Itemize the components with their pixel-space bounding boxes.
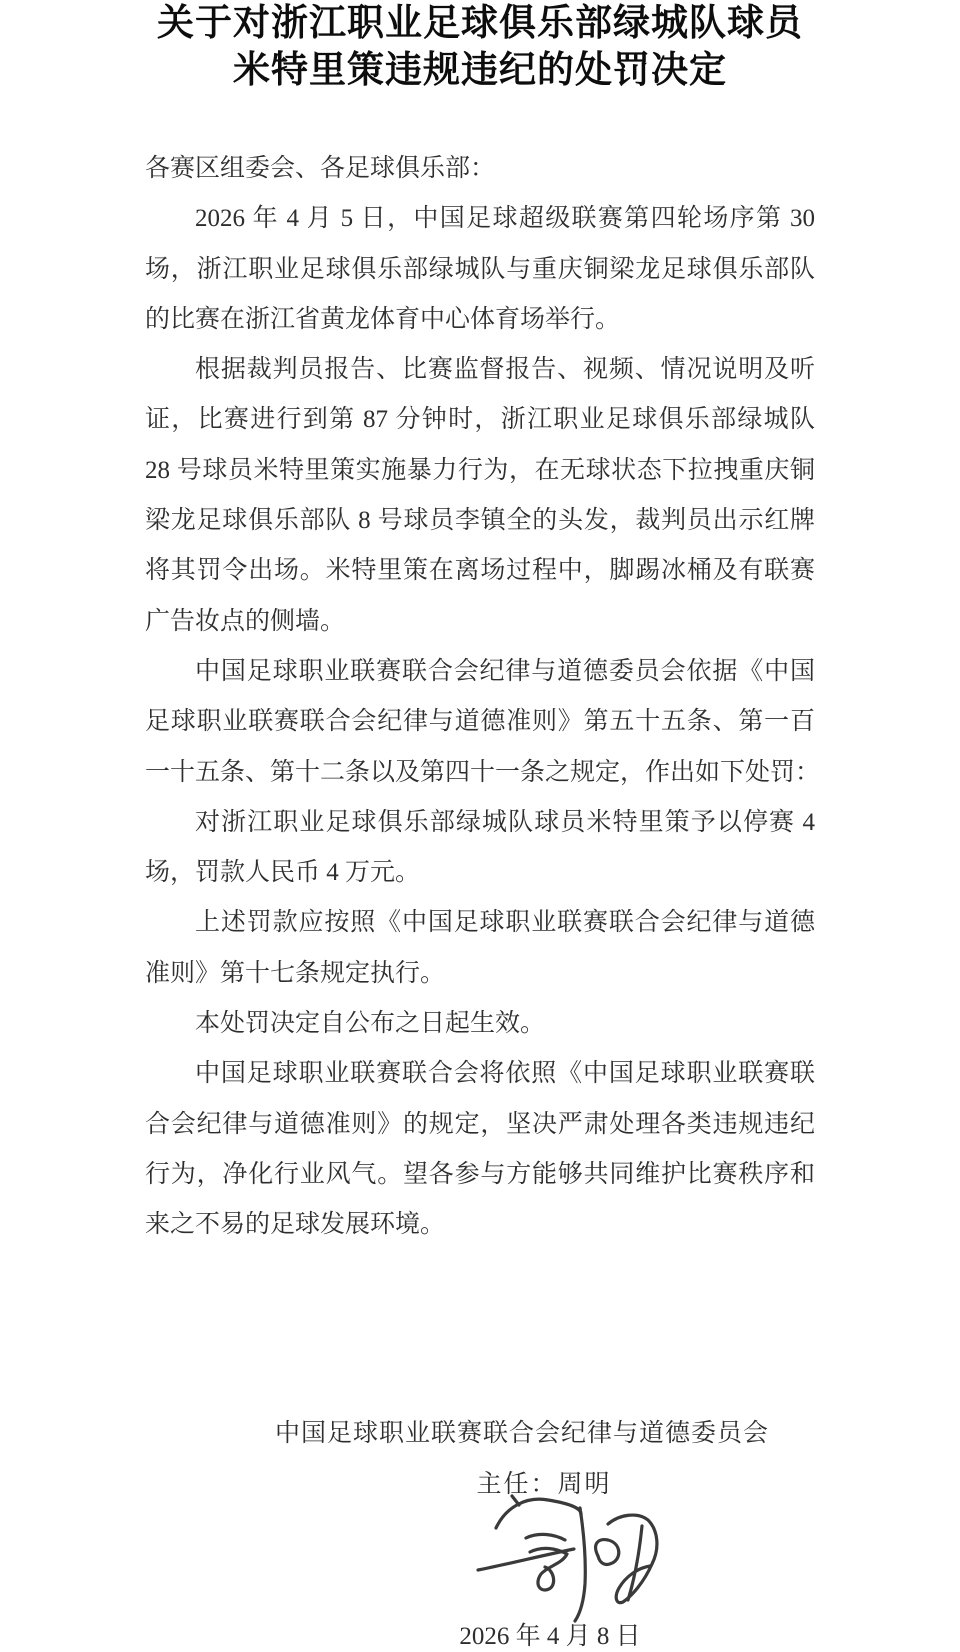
body-line: 将其罚令出场。米特里策在离场过程中，脚踢冰桶及有联赛 [145, 557, 815, 585]
body-line: 中国足球职业联赛联合会纪律与道德委员会依据《中国 [195, 657, 815, 685]
body-line: 本处罚决定自公布之日起生效。 [195, 1010, 546, 1038]
document-body [145, 144, 821, 1251]
body-line: 广告妆点的侧墙。 [145, 607, 346, 635]
body-line: 2026 年 4 月 5 日，中国足球超级联赛第四轮场序第 30 [195, 205, 815, 233]
body-line: 合会纪律与道德准则》的规定，坚决严肃处理各类违规违纪 [145, 1110, 815, 1138]
body-line: 来之不易的足球发展环境。 [145, 1211, 446, 1239]
body-line: 行为，净化行业风气。望各参与方能够共同维护比赛秩序和 [145, 1160, 815, 1188]
title-line: 关于对浙江职业足球俱乐部绿城队球员 [157, 3, 803, 44]
body-line: 证，比赛进行到第 87 分钟时，浙江职业足球俱乐部绿城队 [145, 406, 815, 434]
issue-date: 2026 年 4 月 8 日 [459, 1623, 641, 1650]
document-title [0, 0, 960, 94]
title-line: 米特里策违规违纪的处罚决定 [233, 50, 727, 91]
body-line: 28 号球员米特里策实施暴力行为，在无球状态下拉拽重庆铜 [145, 456, 815, 484]
body-line: 根据裁判员报告、比赛监督报告、视频、情况说明及听 [195, 356, 815, 384]
issuing-organization: 中国足球职业联赛联合会纪律与道德委员会 [274, 1420, 769, 1447]
body-line: 的比赛在浙江省黄龙体育中心体育场举行。 [145, 305, 621, 333]
body-line: 各赛区组委会、各足球俱乐部： [145, 155, 496, 182]
body-line: 场，浙江职业足球俱乐部绿城队与重庆铜梁龙足球俱乐部队 [145, 255, 815, 283]
body-line: 上述罚款应按照《中国足球职业联赛联合会纪律与道德 [195, 909, 815, 937]
body-line: 场，罚款人民币 4 万元。 [145, 859, 421, 887]
body-line: 准则》第十七条规定执行。 [145, 959, 446, 987]
signer-title-and-name: 主任：周明 [476, 1471, 612, 1498]
body-line: 梁龙足球俱乐部队 8 号球员李镇全的头发，裁判员出示红牌 [145, 507, 815, 535]
handwritten-signature-icon [468, 1492, 668, 1624]
body-line: 中国足球职业联赛联合会将依照《中国足球职业联赛联 [195, 1060, 815, 1088]
body-line: 一十五条、第十二条以及第四十一条之规定，作出如下处罚： [145, 758, 821, 786]
body-line: 足球职业联赛联合会纪律与道德准则》第五十五条、第一百 [145, 708, 815, 736]
body-line: 对浙江职业足球俱乐部绿城队球员米特里策予以停赛 4 [195, 808, 815, 836]
